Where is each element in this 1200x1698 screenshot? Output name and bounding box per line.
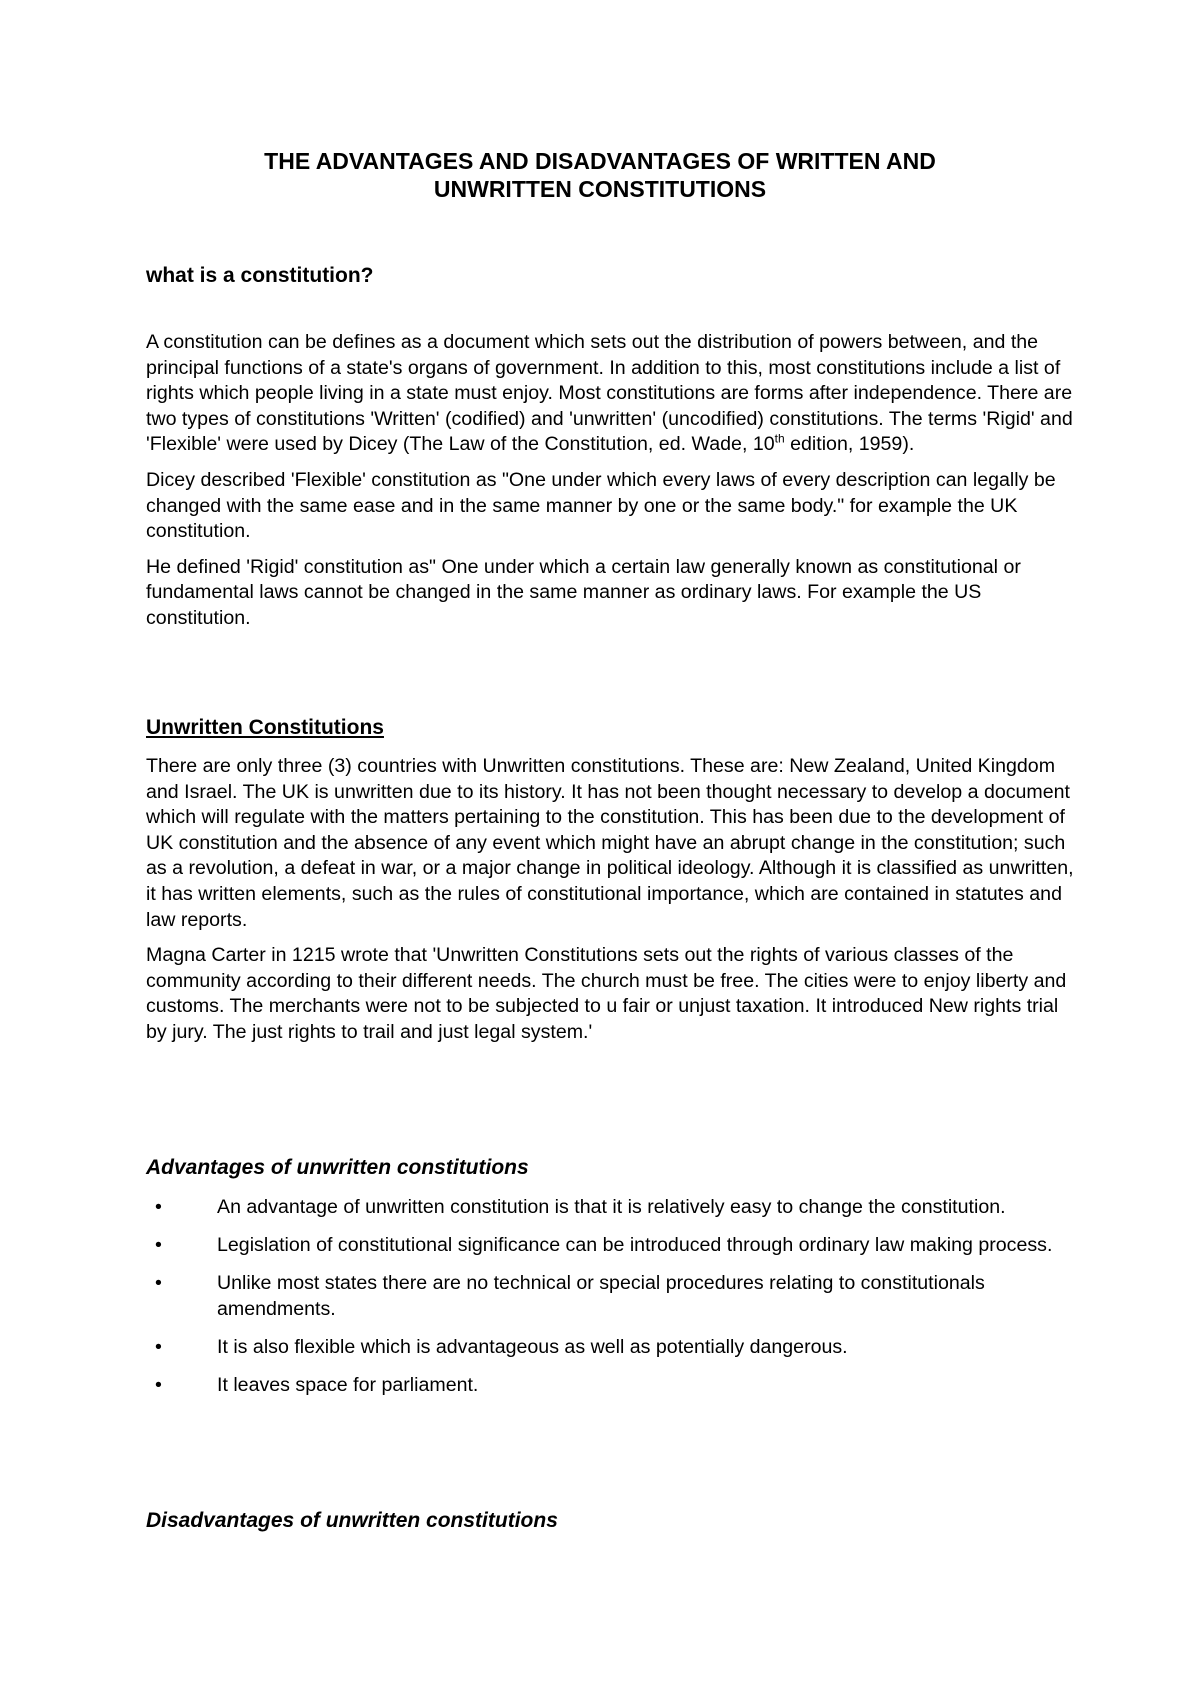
section-heading-unwritten-constitutions: Unwritten Constitutions [146, 716, 384, 739]
section1-paragraph-1: A constitution can be defines as a document which sets out the distribution of powers between, and the principal functions of a state's organs of government. In addition to this, most constitutions include a list of rights which people living in a state must enjoy. Most constitutions are forms after independence. There are two types of constitutions 'Written' (codified) and 'unwritten' (uncodified) constitutions. The terms 'Rigid' and 'Flexible' were used by Dicey (The Law of the Constitution, ed. Wade, 10th edition, 1959). [146, 331, 1073, 456]
section-heading-disadvantages: Disadvantages of unwritten constitutions [146, 1509, 558, 1532]
list-item: • Legislation of constitutional significance can be introduced through ordinary law making process. [110, 1232, 1090, 1258]
bullet-icon: • [155, 1336, 162, 1358]
bullet-icon: • [155, 1234, 162, 1256]
section2-paragraph-2: Magna Carter in 1215 wrote that 'Unwritten Constitutions sets out the rights of various classes of the community according to their different needs. The church must be free. The cities were to enjoy liberty and customs. The merchants were not to be subjected to u fair or unjust taxation. It introduced New rights trial by jury. The just rights to trail and just legal system.' [146, 944, 1067, 1043]
section-heading-what-is-constitution: what is a constitution? [146, 264, 374, 287]
list-item: • It leaves space for parliament. [110, 1372, 1090, 1398]
superscript-th: th [774, 431, 785, 446]
bullet-icon: • [155, 1374, 162, 1396]
section1-paragraph-2: Dicey described 'Flexible' constitution as "One under which every laws of every description can legally be changed with the same ease and in the same manner by one or the same body." for example the UK constitution. [146, 468, 1056, 543]
title-line-2: UNWRITTEN CONSTITUTIONS [433, 176, 767, 202]
section-heading-advantages: Advantages of unwritten constitutions [146, 1156, 529, 1179]
section2-body [146, 754, 1081, 1046]
list-item: • An advantage of unwritten constitution is that it is relatively easy to change the constitution. [110, 1194, 1090, 1220]
section1-body [146, 330, 1081, 632]
section2-paragraph-1: There are only three (3) countries with Unwritten constitutions. These are: New Zealand, United Kingdom and Israel. The UK is unwritten due to its history. It has not been thought necessary to develop a document which will regulate with the matters pertaining to the constitution. This has been due to the development of UK constitution and the absence of any event which might have an abrupt change in the constitution; such as a revolution, a defeat in war, or a major change in political ideology. Although it is classified as unwritten, it has written elements, such as the rules of constitutional importance, which are contained in statutes and law reports. [146, 755, 1074, 931]
list-item: • Unlike most states there are no technical or special procedures relating to constitutionals amendments. [110, 1270, 1090, 1322]
document-title [0, 147, 1200, 203]
advantages-list [110, 1194, 1090, 1398]
section1-paragraph-3: He defined 'Rigid' constitution as" One under which a certain law generally known as constitutional or fundamental laws cannot be changed in the same manner as ordinary laws. For example the US constitution. [146, 555, 1021, 629]
title-line-1: THE ADVANTAGES AND DISADVANTAGES OF WRITTEN AND [264, 148, 936, 174]
list-item: • It is also flexible which is advantageous as well as potentially dangerous. [110, 1334, 1090, 1360]
bullet-icon: • [155, 1196, 162, 1218]
bullet-icon: • [155, 1272, 162, 1294]
